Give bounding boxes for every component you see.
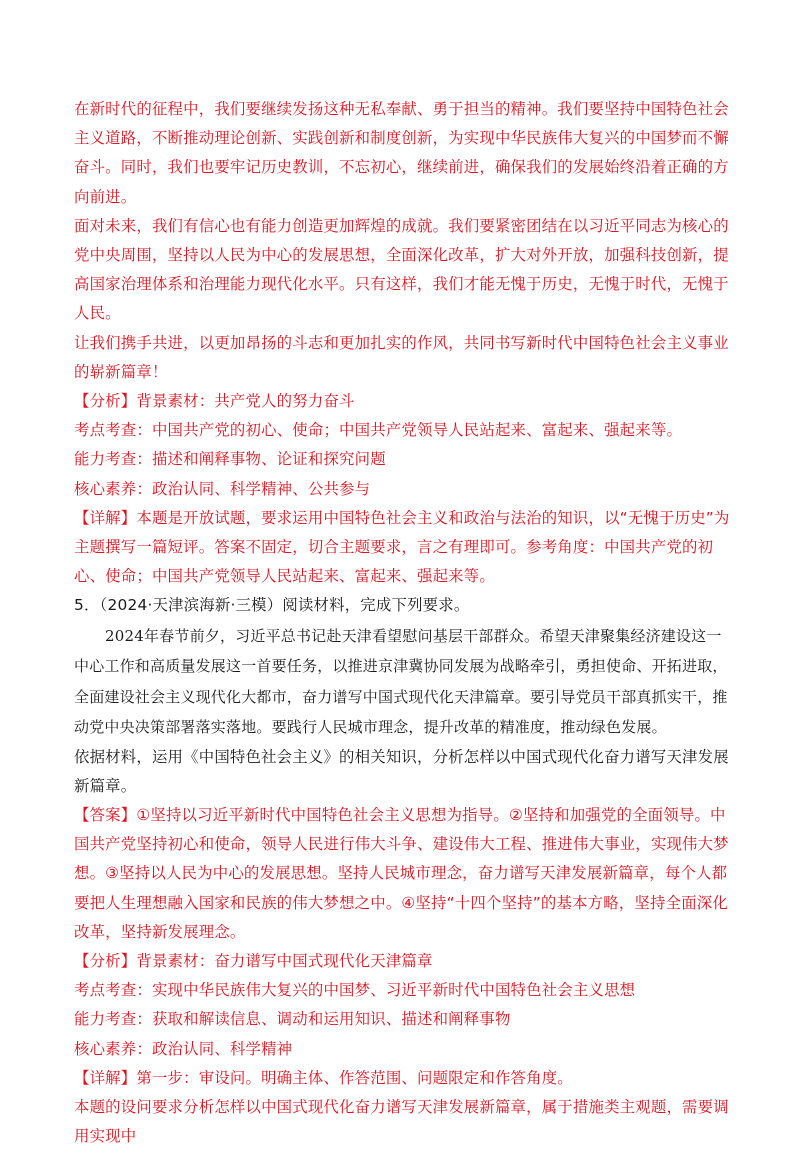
detail-paragraph-q5: 本题的设问要求分析怎样以中国式现代化奋力谱写天津发展新篇章，属于措施类主观题，需要调用实现中 xyxy=(74,1098,729,1146)
answer-paragraph-q5: 【答案】①坚持以习近平新时代中国特色社会主义思想为指导。②坚持和加强党的全面领导。中国共产党坚持初心和使命，领导人民进行伟大斗争、建设伟大工程、推进伟大事业，实现伟大梦想。③坚持以人民为中心的发展思想。坚持人民城市理念，奋力谱写天津发展新篇章，每个人都要把人生理想融入国家和民族的伟大梦想之中。④坚持“十四个坚持”的基本方略，坚持全面深化改革，坚持新发展理念。 xyxy=(74,806,729,941)
analysis-line-q5: 【分析】背景素材：奋力谱写中国式现代化天津篇章 xyxy=(74,952,433,971)
question-5-heading: 5．（2024·天津滨海新·三模）阅读材料，完成下列要求。 xyxy=(74,596,470,615)
kaodian-line-q5: 考点考查：实现中华民族伟大复兴的中国梦、习近平新时代中国特色社会主义思想 xyxy=(74,981,636,1000)
kaodian-line-q4: 考点考查：中国共产党的初心、使命；中国共产党领导人民站起来、富起来、强起来等。 xyxy=(74,421,683,440)
essay-paragraph-3: 让我们携手共进，以更加昂扬的斗志和更加扎实的作风，共同书写新时代中国特色社会主义事业的崭新篇章！ xyxy=(74,333,729,381)
question-5-material: 2024年春节前夕，习近平总书记赴天津看望慰问基层干部群众。希望天津聚集经济建设这一中心工作和高质量发展这一首要任务，以推进京津冀协同发展为战略牵引，勇担使命、开拓进取，全面建设社会主义现代化大都市，奋力谱写中国式现代化天津篇章。要引导党员干部真抓实干，推动党中央决策部署落实落地。要践行人民城市理念，提升改革的精准度，推动绿色发展。 xyxy=(74,626,728,737)
analysis-line-q4: 【分析】背景素材：共产党人的努力奋斗 xyxy=(74,392,355,411)
nengli-line-q4: 能力考查：描述和阐释事物、论证和探究问题 xyxy=(74,450,386,469)
detail-paragraph-q4: 【详解】本题是开放试题，要求运用中国特色社会主义和政治与法治的知识，以“无愧于历史”为主题撰写一篇短评。答案不固定，切合主题要求，言之有理即可。参考角度：中国共产党的初心、使命；中国共产党领导人民站起来、富起来、强起来等。 xyxy=(74,508,730,586)
essay-paragraph-2: 面对未来，我们有信心也有能力创造更加辉煌的成就。我们要紧密团结在以习近平同志为核心的党中央周围，坚持以人民为中心的发展思想，全面深化改革，扩大对外开放，加强科技创新，提高国家治理体系和治理能力现代化水平。只有这样，我们才能无愧于历史，无愧于时代，无愧于人民。 xyxy=(74,216,729,323)
detail-line-q5: 【详解】第一步：审设问。明确主体、作答范围、问题限定和作答角度。 xyxy=(74,1068,573,1087)
suyang-line-q5: 核心素养：政治认同、科学精神 xyxy=(74,1039,293,1058)
question-5-prompt: 依据材料，运用《中国特色社会主义》的相关知识，分析怎样以中国式现代化奋力谱写天津发展新篇章。 xyxy=(74,747,729,795)
document-body xyxy=(74,95,730,1152)
essay-paragraph-1: 在新时代的征程中，我们要继续发扬这种无私奉献、勇于担当的精神。我们要坚持中国特色社会主义道路，不断推动理论创新、实践创新和制度创新，为实现中华民族伟大复兴的中国梦而不懈奋斗。同时，我们也要牢记历史教训，不忘初心，继续前进，确保我们的发展始终沿着正确的方向前进。 xyxy=(74,100,729,206)
suyang-line-q4: 核心素养：政治认同、科学精神、公共参与 xyxy=(74,479,371,498)
nengli-line-q5: 能力考查：获取和解读信息、调动和运用知识、描述和阐释事物 xyxy=(74,1010,511,1029)
